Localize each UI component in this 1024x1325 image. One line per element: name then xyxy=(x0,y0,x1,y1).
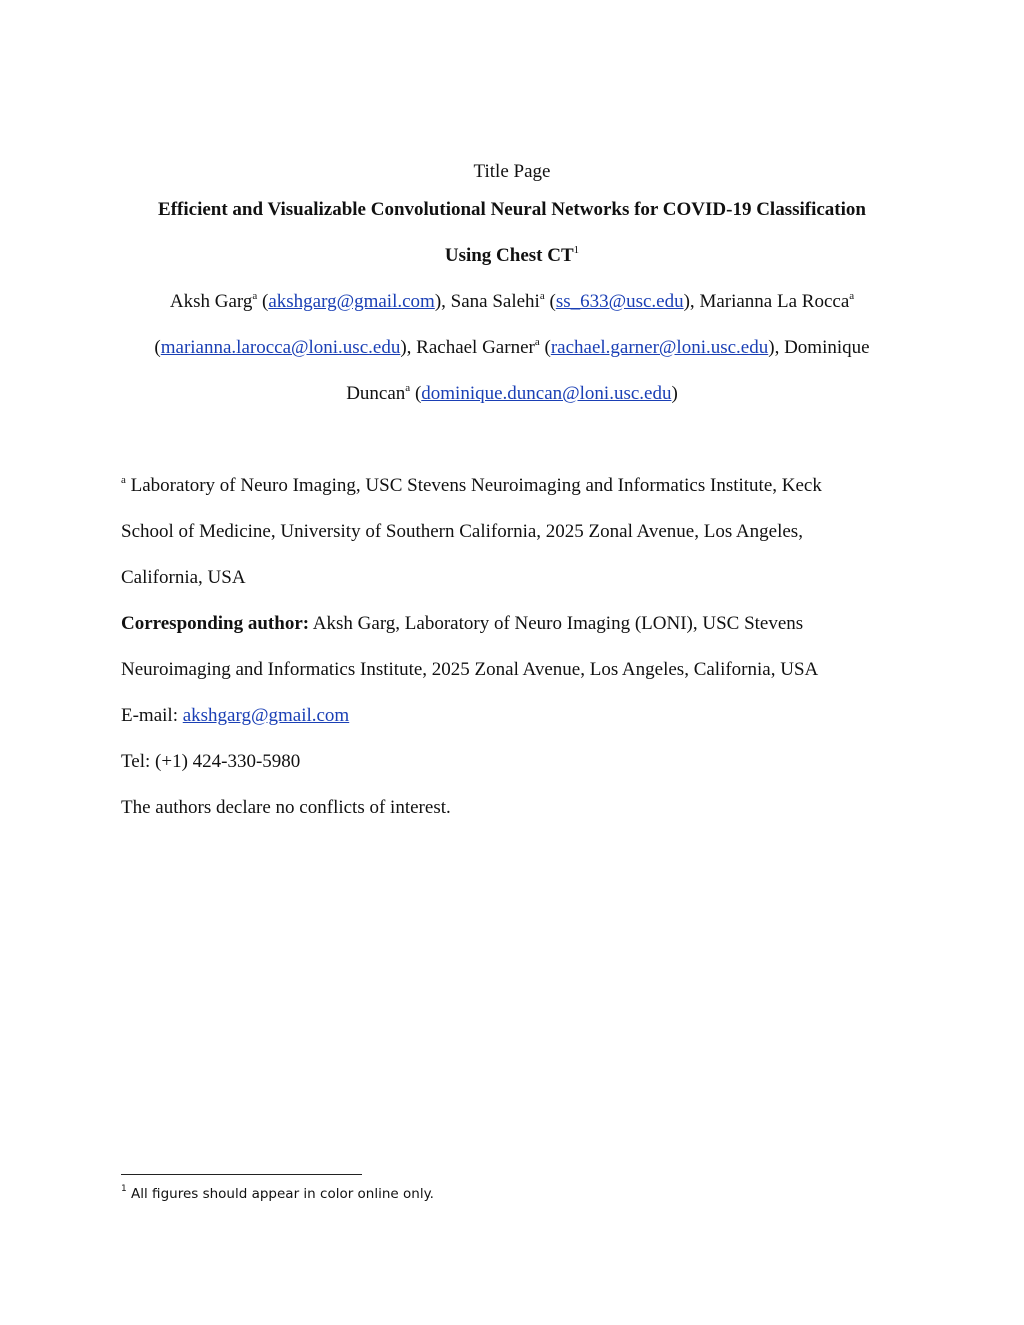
author-affil-mark: a xyxy=(252,289,258,302)
contact-email-link[interactable]: akshgarg@gmail.com xyxy=(182,705,350,726)
title-footnote-mark: 1 xyxy=(573,243,580,256)
author-name: Marianna La Rocca xyxy=(699,291,850,312)
conflicts-statement: The authors declare no conflicts of interest. xyxy=(121,797,451,818)
paper-title-line-1: Efficient and Visualizable Convolutional Neural Networks for COVID-19 Classification xyxy=(158,199,866,220)
paper-title-line-2: Using Chest $CT^1$ xyxy=(444,243,580,266)
author-affil-mark: a xyxy=(849,289,855,302)
page-heading: Title Page xyxy=(473,161,551,182)
contact-phone xyxy=(121,750,1001,774)
corresponding-author-line-1: Corresponding author: Aksh Garg, Laboratory of Neuro Imaging (LONI), USC Stevens xyxy=(121,613,804,634)
contact-email xyxy=(121,704,1001,728)
footnote-divider xyxy=(121,1174,362,1175)
author-email-link[interactable]: rachael.garner@loni.usc.edu xyxy=(550,337,769,358)
author-email-link[interactable]: dominique.duncan@loni.usc.edu xyxy=(421,383,672,404)
corresponding-author-line-2: Neuroimaging and Informatics Institute, 2025 Zonal Avenue, Los Angeles, California, USA xyxy=(121,659,819,680)
affiliation-line-1: $^a$ Laboratory of Neuro Imaging, USC Stevens Neuroimaging and Informatics Institute, Keck xyxy=(121,473,822,496)
author-line-3: Duncan$^a$ (dominique.duncan@loni.usc.edu) xyxy=(346,381,678,404)
author-name: Sana Salehi xyxy=(450,291,540,312)
author-affil-mark: a xyxy=(405,381,411,394)
author-email-link[interactable]: akshgarg@gmail.com xyxy=(268,291,435,312)
footnote xyxy=(121,1184,434,1204)
tel-value: (+1) 424-330-5980 xyxy=(155,751,301,772)
author-line-1: Aksh Garg$^a$ (akshgarg@gmail.com), Sana Salehi$^a$ (ss_633@usc.edu), Marianna La Rocca$^a$ xyxy=(169,289,855,312)
email-label: E-mail: xyxy=(121,705,178,726)
author-email-link[interactable]: marianna.larocca@loni.usc.edu xyxy=(160,337,401,358)
footnote-text: All figures should appear in color online only. xyxy=(131,1186,434,1202)
author-affil-mark: a xyxy=(534,335,540,348)
author-affil-mark: a xyxy=(539,289,545,302)
corresponding-author-label: Corresponding author: xyxy=(121,613,310,634)
footnote-mark: 1 xyxy=(121,1183,127,1194)
tel-label: Tel: xyxy=(121,751,151,772)
affiliation-line-2: School of Medicine, University of Southern California, 2025 Zonal Avenue, Los Angeles, xyxy=(121,521,803,542)
author-email-link[interactable]: ss_633@usc.edu xyxy=(555,291,684,312)
author-name: Aksh Garg xyxy=(169,291,253,312)
affiliation-line-3: California, USA xyxy=(121,567,246,588)
author-name: Dominique xyxy=(784,337,870,358)
author-line-2: (marianna.larocca@loni.usc.edu), Rachael Garner$^a$ (rachael.garner@loni.usc.edu), Dominique xyxy=(154,335,870,358)
author-name: Rachael Garner xyxy=(416,337,535,358)
affiliation-mark: a xyxy=(121,473,126,486)
author-name: Duncan xyxy=(346,383,406,404)
